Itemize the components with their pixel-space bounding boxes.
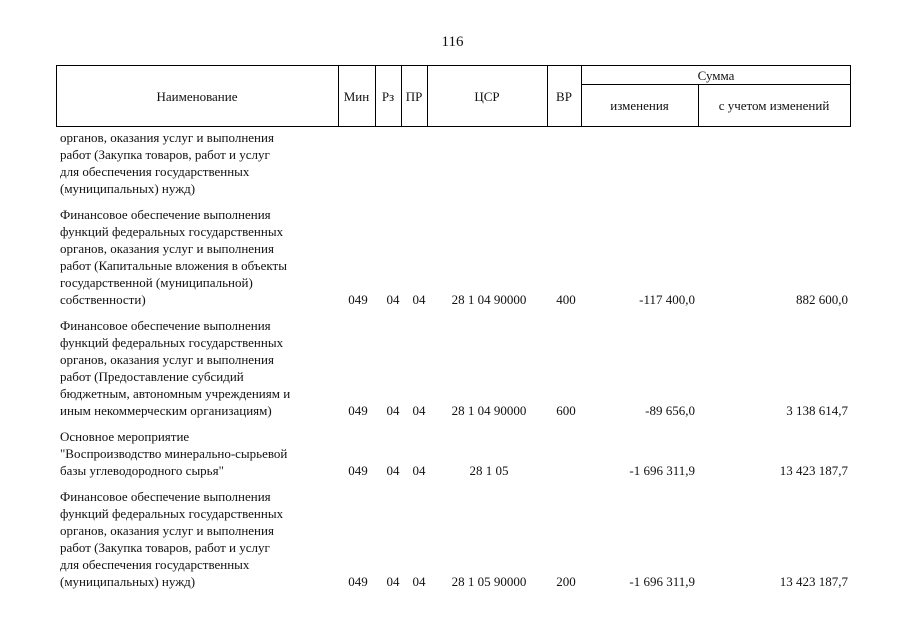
row-rz: 04	[386, 574, 400, 589]
table-row	[60, 129, 855, 197]
header-name: Наименование	[156, 88, 238, 104]
header-changes: изменения	[610, 98, 669, 113]
row-change: -89 656,0	[645, 403, 695, 418]
page-number: 116	[441, 34, 464, 50]
row-change: -1 696 311,9	[629, 574, 695, 589]
table-header	[56, 65, 851, 127]
table-row	[60, 206, 855, 308]
row-pr: 04	[412, 292, 426, 307]
table-row	[60, 488, 855, 590]
row-name: Финансовое обеспечение выполнения функций федеральных государственных органов, оказания услуг и выполнения работ (Закупка товаров, работ и услуг для обеспечения государственных (муниципальных) нужд)	[60, 489, 284, 589]
row-csr: 28 1 04 90000	[451, 403, 527, 418]
row-name: Финансовое обеспечение выполнения функций федеральных государственных органов, оказания услуг и выполнения работ (Предоставление субсидий бюджетным, автономным учреждениям и иным некоммерческим организациям)	[60, 318, 291, 418]
header-pr: ПР	[405, 88, 423, 104]
row-csr: 28 1 05	[469, 463, 509, 478]
row-total: 13 423 187,7	[779, 463, 848, 478]
row-min: 049	[348, 292, 368, 307]
table-body	[60, 129, 855, 599]
row-rz: 04	[386, 463, 400, 478]
row-min: 049	[348, 403, 368, 418]
row-rz: 04	[386, 403, 400, 418]
row-min: 049	[348, 463, 368, 478]
row-min: 049	[348, 574, 368, 589]
header-sum: Сумма	[697, 67, 735, 83]
row-vr: 200	[556, 574, 576, 589]
row-total: 882 600,0	[796, 292, 848, 307]
row-name: органов, оказания услуг и выполнения работ (Закупка товаров, работ и услуг для обеспечения государственных (муниципальных) нужд)	[60, 130, 274, 196]
row-change: -117 400,0	[639, 292, 695, 307]
row-pr: 04	[412, 574, 426, 589]
row-pr: 04	[412, 403, 426, 418]
row-rz: 04	[386, 292, 400, 307]
row-csr: 28 1 04 90000	[451, 292, 527, 307]
header-vr: ВР	[556, 88, 572, 104]
row-change: -1 696 311,9	[629, 463, 695, 478]
row-vr: 400	[556, 292, 576, 307]
table-row	[60, 428, 855, 479]
header-rz: Рз	[381, 88, 395, 104]
header-csr: ЦСР	[474, 88, 500, 104]
row-name: Финансовое обеспечение выполнения функций федеральных государственных органов, оказания услуг и выполнения работ (Капитальные вложения в объекты государственной (муниципальной) собственности)	[60, 207, 287, 307]
row-vr: 600	[556, 403, 576, 418]
header-min: Мин	[343, 88, 370, 104]
row-total: 3 138 614,7	[786, 403, 848, 418]
header-with-changes: с учетом изменений	[718, 98, 830, 113]
row-name: Основное мероприятие "Воспроизводство минерально-сырьевой базы углеводородного сырья"	[60, 429, 288, 478]
row-pr: 04	[412, 463, 426, 478]
table-row	[60, 317, 855, 419]
row-total: 13 423 187,7	[779, 574, 848, 589]
row-csr: 28 1 05 90000	[451, 574, 527, 589]
